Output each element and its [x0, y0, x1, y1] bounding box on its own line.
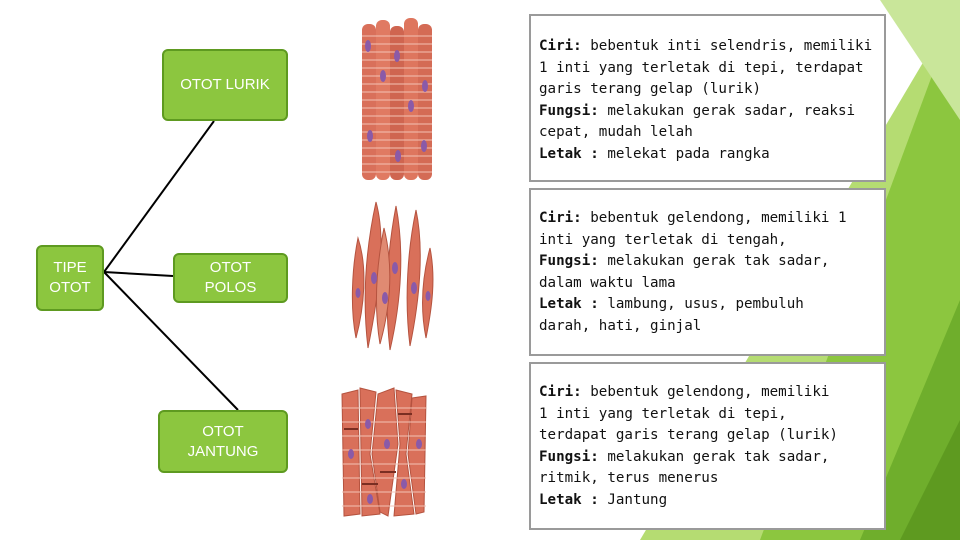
ciri-text: bebentuk inti selendris, memiliki 1 inti yang terletak di tepi, terdapat garis terang gelap (lurik)	[539, 38, 873, 98]
fungsi-label: Fungsi:	[539, 253, 599, 270]
smooth-muscle-icon	[346, 198, 436, 354]
info-box-otot-polos	[529, 188, 886, 356]
node-label: OTOT JANTUNG	[187, 422, 259, 460]
node-otot-polos	[173, 253, 288, 303]
fungsi-label: Fungsi:	[539, 448, 599, 465]
letak-text: lambung, usus, pembuluh darah, hati, ginjal	[539, 296, 804, 334]
ciri-label: Ciri:	[539, 210, 582, 226]
letak-label: Letak :	[539, 491, 599, 508]
fungsi-label: Fungsi:	[539, 102, 599, 119]
ciri-text: bebentuk gelendong, memiliki 1 inti yang terletak di tepi, terdapat garis terang gelap (lurik)	[539, 384, 838, 444]
fungsi-text: melakukan gerak tak sadar, dalam waktu lama	[539, 253, 830, 291]
node-label: OTOT POLOS	[204, 259, 257, 296]
fungsi-text: melakukan gerak sadar, reaksi cepat, mudah lelah	[539, 102, 856, 141]
ciri-label: Ciri:	[539, 384, 582, 400]
letak-label: Letak :	[539, 296, 599, 313]
ciri-text: bebentuk gelendong, memiliki 1 inti yang terletak di tengah,	[539, 210, 847, 248]
root-node-tipe-otot	[36, 245, 104, 311]
striated-muscle-icon	[358, 16, 442, 182]
fungsi-text: melakukan gerak tak sadar, ritmik, terus menerus	[539, 448, 830, 487]
root-node-label: TIPE OTOT	[49, 259, 91, 296]
letak-text: melekat pada rangka	[607, 145, 770, 162]
info-box-otot-jantung	[529, 362, 886, 530]
info-box-otot-lurik	[529, 14, 886, 182]
node-otot-jantung	[158, 410, 288, 473]
letak-label: Letak :	[539, 145, 599, 162]
node-otot-lurik	[162, 49, 288, 121]
letak-text: Jantung	[607, 491, 668, 508]
cardiac-muscle-icon	[336, 384, 430, 520]
ciri-label: Ciri:	[539, 38, 582, 54]
node-label: OTOT LURIK	[180, 76, 270, 93]
